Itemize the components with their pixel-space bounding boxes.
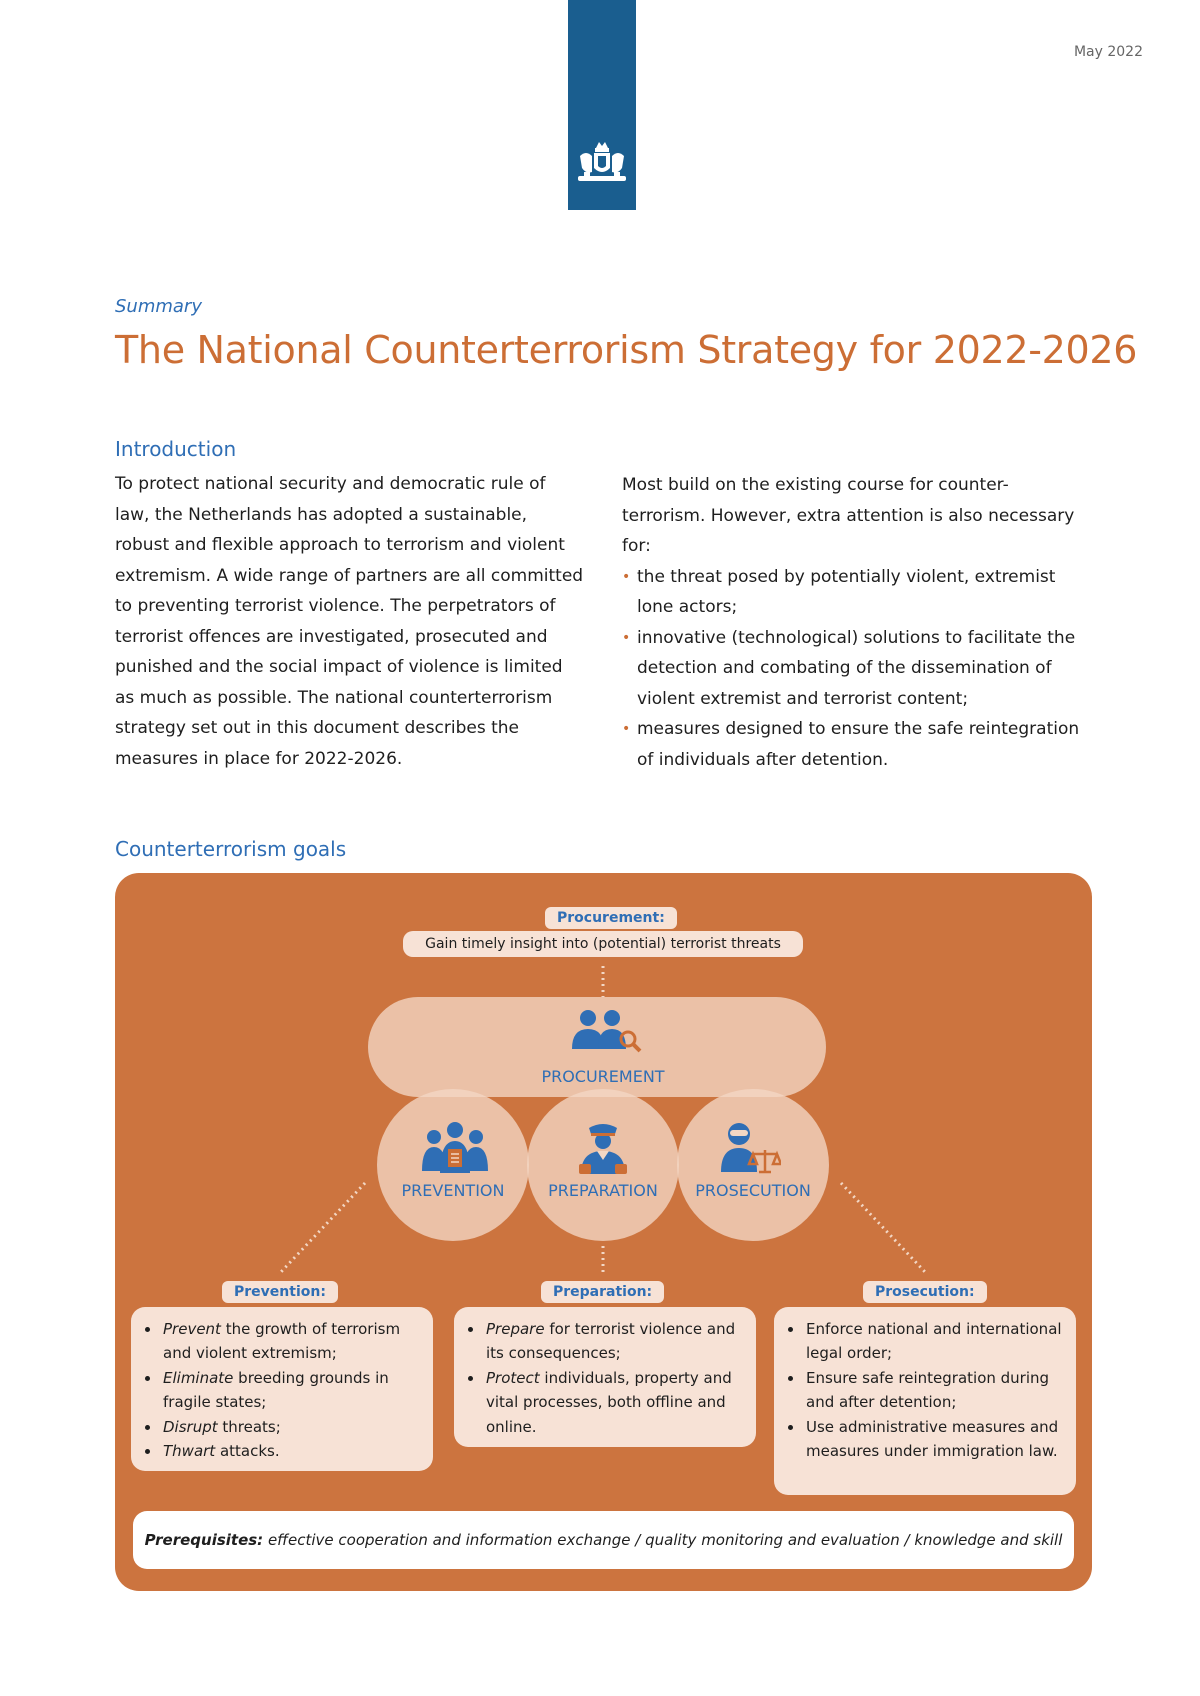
prosecution-goal: • Ensure safe reintegration during and after detention; (804, 1366, 1064, 1415)
introduction-attention-list (622, 470, 1092, 775)
prevention-goal: • Eliminate breeding grounds in fragile states; (161, 1366, 421, 1415)
preparation-goals-box (454, 1307, 756, 1447)
prosecution-goal: • Use administrative measures and measures under immigration law. (804, 1415, 1064, 1464)
prerequisites-label: Prerequisites: (144, 1531, 264, 1549)
introduction-heading: Introduction (115, 437, 237, 461)
attention-bullet: • innovative (technological) solutions to facilitate the detection and combating of the dissemination of violent extremist and terrorist content; (622, 623, 1092, 715)
summary-label: Summary (115, 296, 202, 317)
prerequisites-bar (133, 1511, 1074, 1569)
introduction-paragraph: To protect national security and democratic rule of law, the Netherlands has adopted a sustainable, robust and flexible approach to terrorism and violent extremism. A wide range of partners are all committed to preventing terrorist violence. The perpetrators of terrorist offences are investigated, prosecuted and punished and the social impact of violence is limited as much as possible. The national counterterrorism strategy set out in this document describes the measures in place for 2022-2026. (115, 474, 584, 769)
preparation-label: Preparation: (541, 1281, 664, 1303)
attention-intro: Most build on the existing course for counter-terrorism. However, extra attention is also necessary for: (622, 475, 1075, 556)
publication-date: May 2022 (1073, 44, 1143, 60)
group-document-icon (420, 1121, 490, 1175)
preparation-goal: • Protect individuals, property and vital processes, both offline and online. (484, 1366, 744, 1439)
police-officer-icon (573, 1120, 633, 1176)
prosecution-goals-box (774, 1307, 1076, 1495)
preparation-goal: • Prepare for terrorist violence and its consequences; (484, 1317, 744, 1366)
preparation-circle-label: PREPARATION (548, 1181, 658, 1200)
page-title: The National Counterterrorism Strategy for 2022-2026 (115, 328, 1138, 372)
procurement-description: Gain timely insight into (potential) terrorist threats (403, 931, 803, 957)
procurement-circle-label: PROCUREMENT (541, 1067, 665, 1086)
goals-heading: Counterterrorism goals (115, 837, 347, 861)
prevention-circle-label: PREVENTION (401, 1181, 505, 1200)
logo-bar (568, 0, 636, 210)
prevention-goal: • Prevent the growth of terrorism and violent extremism; (161, 1317, 421, 1366)
prevention-goal: • Thwart attacks. (161, 1439, 421, 1463)
goals-diagram (115, 873, 1092, 1591)
prosecution-label: Prosecution: (863, 1281, 987, 1303)
prevention-label: Prevention: (222, 1281, 338, 1303)
attention-bullet: • measures designed to ensure the safe reintegration of individuals after detention. (622, 714, 1092, 775)
judge-scales-icon (715, 1120, 781, 1176)
prevention-goal: • Disrupt threats; (161, 1415, 421, 1439)
royal-coat-of-arms-icon (576, 138, 628, 188)
prevention-goals-box (131, 1307, 433, 1471)
prerequisites-text: effective cooperation and information exchange / quality monitoring and evaluation / knowledge and skill (263, 1531, 1063, 1549)
prosecution-circle-label: PROSECUTION (695, 1181, 811, 1200)
attention-bullet: • the threat posed by potentially violent, extremist lone actors; (622, 562, 1092, 623)
prosecution-goal: • Enforce national and international legal order; (804, 1317, 1064, 1366)
people-magnifier-icon (570, 1005, 646, 1053)
procurement-label: Procurement: (545, 907, 677, 929)
